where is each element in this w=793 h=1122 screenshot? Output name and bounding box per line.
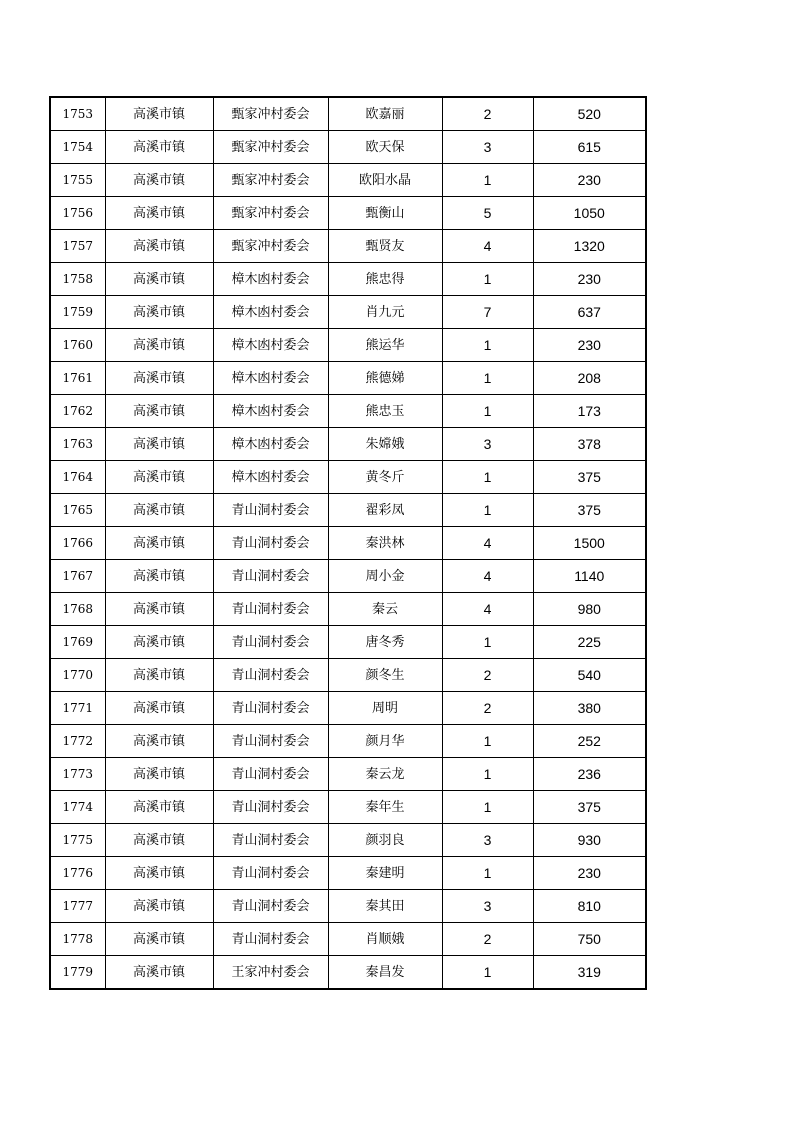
table-row xyxy=(50,692,646,725)
serial-number-cell: 1762 xyxy=(50,395,105,428)
serial-number-cell: 1754 xyxy=(50,131,105,164)
household-count-cell: 3 xyxy=(442,428,533,461)
town-cell: 高溪市镇 xyxy=(105,164,213,197)
amount-cell: 375 xyxy=(533,461,646,494)
amount-cell: 378 xyxy=(533,428,646,461)
person-name-cell: 秦建明 xyxy=(328,857,442,890)
household-count-cell: 1 xyxy=(442,494,533,527)
serial-number-cell: 1759 xyxy=(50,296,105,329)
table-row xyxy=(50,824,646,857)
table-row xyxy=(50,857,646,890)
village-committee-cell: 青山洞村委会 xyxy=(213,725,328,758)
village-committee-cell: 青山洞村委会 xyxy=(213,692,328,725)
table-row xyxy=(50,890,646,923)
amount-cell: 540 xyxy=(533,659,646,692)
town-cell: 高溪市镇 xyxy=(105,197,213,230)
household-count-cell: 4 xyxy=(442,593,533,626)
town-cell: 高溪市镇 xyxy=(105,131,213,164)
person-name-cell: 熊运华 xyxy=(328,329,442,362)
town-cell: 高溪市镇 xyxy=(105,461,213,494)
serial-number-cell: 1769 xyxy=(50,626,105,659)
amount-cell: 930 xyxy=(533,824,646,857)
person-name-cell: 肖九元 xyxy=(328,296,442,329)
household-count-cell: 3 xyxy=(442,824,533,857)
amount-cell: 1140 xyxy=(533,560,646,593)
household-count-cell: 4 xyxy=(442,230,533,263)
person-name-cell: 秦云 xyxy=(328,593,442,626)
household-count-cell: 1 xyxy=(442,626,533,659)
person-name-cell: 周小金 xyxy=(328,560,442,593)
amount-cell: 208 xyxy=(533,362,646,395)
village-committee-cell: 青山洞村委会 xyxy=(213,758,328,791)
person-name-cell: 欧嘉丽 xyxy=(328,97,442,131)
serial-number-cell: 1767 xyxy=(50,560,105,593)
serial-number-cell: 1766 xyxy=(50,527,105,560)
serial-number-cell: 1777 xyxy=(50,890,105,923)
village-committee-cell: 青山洞村委会 xyxy=(213,560,328,593)
amount-cell: 230 xyxy=(533,329,646,362)
serial-number-cell: 1755 xyxy=(50,164,105,197)
village-committee-cell: 王家冲村委会 xyxy=(213,956,328,990)
document-page xyxy=(49,96,645,990)
village-committee-cell: 樟木凼村委会 xyxy=(213,428,328,461)
person-name-cell: 秦云龙 xyxy=(328,758,442,791)
table-row xyxy=(50,791,646,824)
town-cell: 高溪市镇 xyxy=(105,395,213,428)
person-name-cell: 颜月华 xyxy=(328,725,442,758)
household-count-cell: 1 xyxy=(442,329,533,362)
village-committee-cell: 青山洞村委会 xyxy=(213,659,328,692)
town-cell: 高溪市镇 xyxy=(105,956,213,990)
village-committee-cell: 青山洞村委会 xyxy=(213,791,328,824)
person-name-cell: 熊忠玉 xyxy=(328,395,442,428)
serial-number-cell: 1773 xyxy=(50,758,105,791)
serial-number-cell: 1763 xyxy=(50,428,105,461)
amount-cell: 173 xyxy=(533,395,646,428)
table-row xyxy=(50,97,646,131)
town-cell: 高溪市镇 xyxy=(105,791,213,824)
person-name-cell: 周明 xyxy=(328,692,442,725)
amount-cell: 375 xyxy=(533,791,646,824)
serial-number-cell: 1778 xyxy=(50,923,105,956)
amount-cell: 1050 xyxy=(533,197,646,230)
serial-number-cell: 1765 xyxy=(50,494,105,527)
village-committee-cell: 青山洞村委会 xyxy=(213,593,328,626)
village-committee-cell: 甄家冲村委会 xyxy=(213,197,328,230)
household-count-cell: 4 xyxy=(442,527,533,560)
person-name-cell: 颜冬生 xyxy=(328,659,442,692)
person-name-cell: 秦年生 xyxy=(328,791,442,824)
serial-number-cell: 1757 xyxy=(50,230,105,263)
table-row xyxy=(50,164,646,197)
village-committee-cell: 甄家冲村委会 xyxy=(213,164,328,197)
household-count-cell: 7 xyxy=(442,296,533,329)
serial-number-cell: 1753 xyxy=(50,97,105,131)
person-name-cell: 熊德娣 xyxy=(328,362,442,395)
household-count-cell: 1 xyxy=(442,461,533,494)
person-name-cell: 甄贤友 xyxy=(328,230,442,263)
village-committee-cell: 青山洞村委会 xyxy=(213,890,328,923)
person-name-cell: 颜羽良 xyxy=(328,824,442,857)
town-cell: 高溪市镇 xyxy=(105,263,213,296)
person-name-cell: 唐冬秀 xyxy=(328,626,442,659)
table-row xyxy=(50,197,646,230)
amount-cell: 615 xyxy=(533,131,646,164)
person-name-cell: 秦昌发 xyxy=(328,956,442,990)
table-row xyxy=(50,758,646,791)
table-row xyxy=(50,461,646,494)
serial-number-cell: 1760 xyxy=(50,329,105,362)
serial-number-cell: 1758 xyxy=(50,263,105,296)
table-row xyxy=(50,428,646,461)
person-name-cell: 肖顺娥 xyxy=(328,923,442,956)
person-name-cell: 朱嫦娥 xyxy=(328,428,442,461)
household-count-cell: 2 xyxy=(442,97,533,131)
household-count-cell: 4 xyxy=(442,560,533,593)
serial-number-cell: 1775 xyxy=(50,824,105,857)
town-cell: 高溪市镇 xyxy=(105,824,213,857)
town-cell: 高溪市镇 xyxy=(105,593,213,626)
amount-cell: 230 xyxy=(533,164,646,197)
person-name-cell: 黄冬斤 xyxy=(328,461,442,494)
amount-cell: 750 xyxy=(533,923,646,956)
table-row xyxy=(50,395,646,428)
household-count-cell: 1 xyxy=(442,395,533,428)
amount-cell: 230 xyxy=(533,263,646,296)
household-count-cell: 1 xyxy=(442,164,533,197)
village-committee-cell: 樟木凼村委会 xyxy=(213,329,328,362)
table-row xyxy=(50,593,646,626)
village-committee-cell: 樟木凼村委会 xyxy=(213,296,328,329)
village-committee-cell: 樟木凼村委会 xyxy=(213,263,328,296)
records-table xyxy=(49,96,647,990)
person-name-cell: 熊忠得 xyxy=(328,263,442,296)
household-count-cell: 1 xyxy=(442,791,533,824)
table-row xyxy=(50,923,646,956)
household-count-cell: 3 xyxy=(442,131,533,164)
household-count-cell: 1 xyxy=(442,263,533,296)
village-committee-cell: 甄家冲村委会 xyxy=(213,97,328,131)
household-count-cell: 3 xyxy=(442,890,533,923)
amount-cell: 319 xyxy=(533,956,646,990)
person-name-cell: 欧阳水晶 xyxy=(328,164,442,197)
household-count-cell: 1 xyxy=(442,956,533,990)
village-committee-cell: 青山洞村委会 xyxy=(213,923,328,956)
amount-cell: 380 xyxy=(533,692,646,725)
town-cell: 高溪市镇 xyxy=(105,923,213,956)
serial-number-cell: 1774 xyxy=(50,791,105,824)
person-name-cell: 欧天保 xyxy=(328,131,442,164)
town-cell: 高溪市镇 xyxy=(105,230,213,263)
town-cell: 高溪市镇 xyxy=(105,890,213,923)
village-committee-cell: 甄家冲村委会 xyxy=(213,131,328,164)
table-row xyxy=(50,296,646,329)
town-cell: 高溪市镇 xyxy=(105,296,213,329)
household-count-cell: 1 xyxy=(442,725,533,758)
town-cell: 高溪市镇 xyxy=(105,329,213,362)
town-cell: 高溪市镇 xyxy=(105,428,213,461)
person-name-cell: 秦洪林 xyxy=(328,527,442,560)
amount-cell: 1500 xyxy=(533,527,646,560)
table-row xyxy=(50,626,646,659)
person-name-cell: 秦其田 xyxy=(328,890,442,923)
amount-cell: 252 xyxy=(533,725,646,758)
town-cell: 高溪市镇 xyxy=(105,758,213,791)
serial-number-cell: 1779 xyxy=(50,956,105,990)
person-name-cell: 翟彩凤 xyxy=(328,494,442,527)
household-count-cell: 2 xyxy=(442,659,533,692)
serial-number-cell: 1772 xyxy=(50,725,105,758)
amount-cell: 980 xyxy=(533,593,646,626)
household-count-cell: 1 xyxy=(442,758,533,791)
village-committee-cell: 樟木凼村委会 xyxy=(213,362,328,395)
table-row xyxy=(50,263,646,296)
serial-number-cell: 1756 xyxy=(50,197,105,230)
amount-cell: 637 xyxy=(533,296,646,329)
table-row xyxy=(50,560,646,593)
table-row xyxy=(50,131,646,164)
village-committee-cell: 青山洞村委会 xyxy=(213,857,328,890)
household-count-cell: 1 xyxy=(442,857,533,890)
town-cell: 高溪市镇 xyxy=(105,626,213,659)
village-committee-cell: 青山洞村委会 xyxy=(213,494,328,527)
town-cell: 高溪市镇 xyxy=(105,527,213,560)
village-committee-cell: 樟木凼村委会 xyxy=(213,461,328,494)
serial-number-cell: 1770 xyxy=(50,659,105,692)
person-name-cell: 甄衡山 xyxy=(328,197,442,230)
table-row xyxy=(50,956,646,990)
household-count-cell: 2 xyxy=(442,923,533,956)
village-committee-cell: 甄家冲村委会 xyxy=(213,230,328,263)
table-row xyxy=(50,362,646,395)
amount-cell: 236 xyxy=(533,758,646,791)
table-row xyxy=(50,329,646,362)
amount-cell: 810 xyxy=(533,890,646,923)
amount-cell: 520 xyxy=(533,97,646,131)
town-cell: 高溪市镇 xyxy=(105,494,213,527)
table-row xyxy=(50,494,646,527)
village-committee-cell: 青山洞村委会 xyxy=(213,824,328,857)
serial-number-cell: 1768 xyxy=(50,593,105,626)
serial-number-cell: 1764 xyxy=(50,461,105,494)
table-row xyxy=(50,659,646,692)
table-row xyxy=(50,230,646,263)
village-committee-cell: 青山洞村委会 xyxy=(213,527,328,560)
village-committee-cell: 青山洞村委会 xyxy=(213,626,328,659)
amount-cell: 375 xyxy=(533,494,646,527)
town-cell: 高溪市镇 xyxy=(105,560,213,593)
village-committee-cell: 樟木凼村委会 xyxy=(213,395,328,428)
records-table-body xyxy=(50,97,646,989)
serial-number-cell: 1771 xyxy=(50,692,105,725)
household-count-cell: 5 xyxy=(442,197,533,230)
serial-number-cell: 1761 xyxy=(50,362,105,395)
town-cell: 高溪市镇 xyxy=(105,725,213,758)
household-count-cell: 1 xyxy=(442,362,533,395)
town-cell: 高溪市镇 xyxy=(105,857,213,890)
town-cell: 高溪市镇 xyxy=(105,659,213,692)
table-row xyxy=(50,527,646,560)
household-count-cell: 2 xyxy=(442,692,533,725)
town-cell: 高溪市镇 xyxy=(105,97,213,131)
table-row xyxy=(50,725,646,758)
serial-number-cell: 1776 xyxy=(50,857,105,890)
town-cell: 高溪市镇 xyxy=(105,362,213,395)
amount-cell: 230 xyxy=(533,857,646,890)
amount-cell: 225 xyxy=(533,626,646,659)
town-cell: 高溪市镇 xyxy=(105,692,213,725)
amount-cell: 1320 xyxy=(533,230,646,263)
